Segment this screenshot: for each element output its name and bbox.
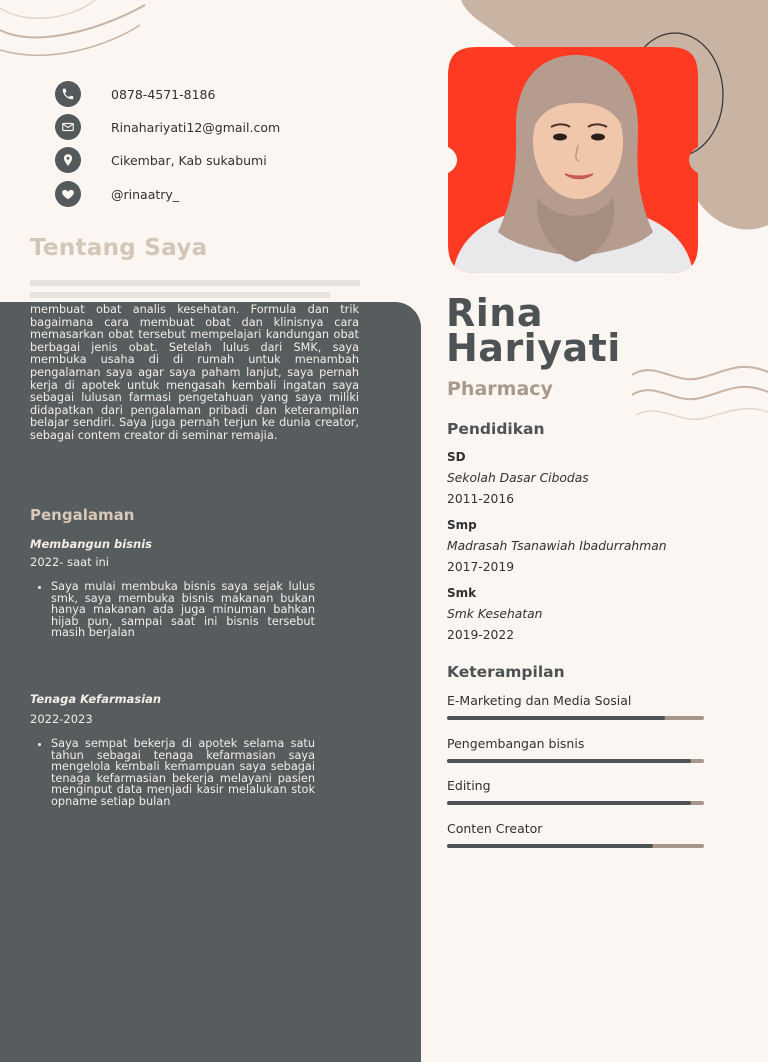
contact-email xyxy=(55,114,281,140)
job-title: Tenaga Kefarmasian xyxy=(30,692,162,706)
job-bullets xyxy=(30,738,315,807)
phone-number: 0878-4571-8186 xyxy=(111,86,216,102)
first-name: Rina xyxy=(446,291,543,335)
skill-item xyxy=(447,736,704,763)
social-handle: @rinaatry_ xyxy=(111,186,180,202)
job-item xyxy=(30,537,315,639)
education-school: Madrasah Tsanawiah Ibadurrahman xyxy=(447,539,667,553)
skill-label: Editing xyxy=(447,778,491,793)
phone-icon xyxy=(55,81,81,107)
role-title: Pharmacy xyxy=(447,378,553,400)
name-heading xyxy=(446,291,621,370)
contact-location xyxy=(55,147,267,173)
education-years: 2017-2019 xyxy=(447,560,515,574)
email-icon xyxy=(55,114,81,140)
job-period: 2022- saat ini xyxy=(30,555,110,569)
job-period: 2022-2023 xyxy=(30,712,93,726)
education-item xyxy=(447,518,727,574)
job-bullets xyxy=(30,581,315,639)
location-pin-icon xyxy=(55,147,81,173)
job-bullet: • Saya sempat bekerja di apotek selama satu tahun sebagai tenaga kefarmasian saya mengelola kembali kemampuan saya sebagai tenaga kefarmasian bekerja melayani pasien menginput data menjadi kasir melalukan stok opname setiap bulan xyxy=(51,738,315,807)
skills-title: Keterampilan xyxy=(447,663,565,681)
job-bullet: • Saya mulai membuka bisnis saya sejak lulus smk, saya membuka bisnis makanan bukan hanya makanan ada juga minuman bahkan hijab pun, sampai saat ini bisnis tersebut masih berjalan xyxy=(51,581,315,639)
skill-bar-fill xyxy=(447,716,665,720)
experience-title: Pengalaman xyxy=(30,506,135,524)
skill-label: Pengembangan bisnis xyxy=(447,736,585,751)
skill-item xyxy=(447,778,704,805)
job-item xyxy=(30,692,315,807)
about-body: membuat obat analis kesehatan. Formula dan trik bagaimana cara membuat obat dan klinisnya cara memasarkan obat tersebut mempelajari kandungan obat berbagai jenis obat. Setelah lulus dari SMK, saya membuka usaha di di rumah untuk menambah pengalaman saya agar saya paham lanjut, saya pernah kerja di apotek untuk mengasah kembali ingatan saya sebagai lulusan farmasi pengetahuan yang saya miliki didapatkan dari pengalaman pribadi dan keterampilan belajar sendiri. Saya juga pernah terjun ke dunia creator, sebagai contem creator di seminar remajia. xyxy=(30,303,359,442)
heart-icon xyxy=(55,181,81,207)
skill-item xyxy=(447,693,704,720)
skill-label: Conten Creator xyxy=(447,821,543,836)
location-text: Cikembar, Kab sukabumi xyxy=(111,152,267,168)
contact-social xyxy=(55,181,180,207)
skill-bar xyxy=(447,801,704,805)
skill-bar-fill xyxy=(447,801,691,805)
profile-photo xyxy=(448,47,698,273)
about-title: Tentang Saya xyxy=(30,235,208,261)
education-item xyxy=(447,586,727,642)
skill-item xyxy=(447,821,704,848)
skill-label: E-Marketing dan Media Sosial xyxy=(447,693,632,708)
skill-bar-fill xyxy=(447,759,691,763)
education-level: Smk xyxy=(447,586,477,600)
skill-bar xyxy=(447,844,704,848)
education-years: 2011-2016 xyxy=(447,492,515,506)
skill-bar xyxy=(447,759,704,763)
last-name: Hariyati xyxy=(446,326,621,370)
education-title: Pendidikan xyxy=(447,420,545,438)
contact-phone xyxy=(55,81,216,107)
education-level: SD xyxy=(447,450,466,464)
education-school: Smk Kesehatan xyxy=(447,607,543,621)
education-item xyxy=(447,450,727,506)
email-address: Rinahariyati12@gmail.com xyxy=(111,119,281,135)
skill-bar-fill xyxy=(447,844,653,848)
skill-bar xyxy=(447,716,704,720)
education-years: 2019-2022 xyxy=(447,628,515,642)
about-ghost-lines xyxy=(30,278,360,300)
job-title: Membangun bisnis xyxy=(30,537,153,551)
education-school: Sekolah Dasar Cibodas xyxy=(447,471,589,485)
education-level: Smp xyxy=(447,518,477,532)
